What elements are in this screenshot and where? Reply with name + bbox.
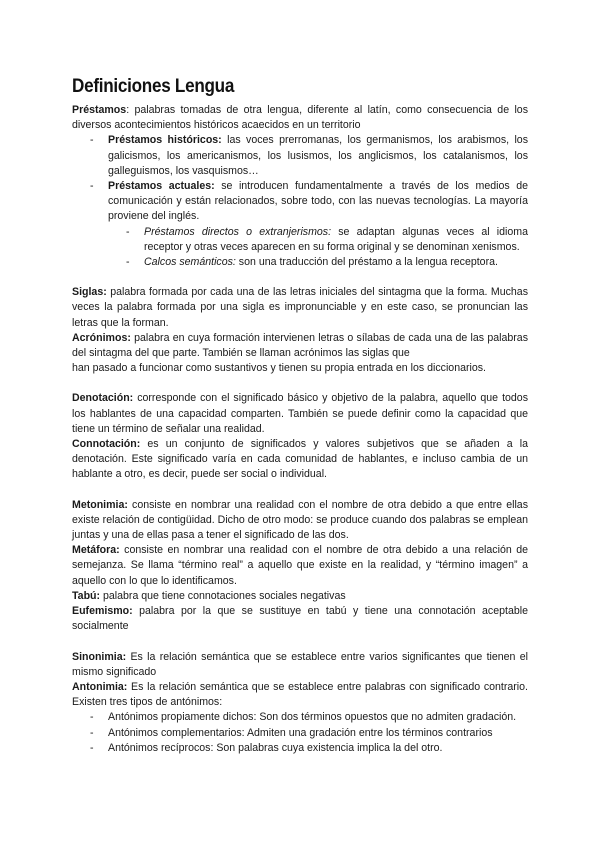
- definition-connotacion: es un conjunto de significados y valores subjetivos que se añaden a la denotación. Este significado varía en cada comunidad de hablantes, e incluso cambia de un hablante a otro, es decir, puede ser social o individual.: [72, 438, 528, 481]
- term-tabu: Tabú:: [72, 589, 101, 602]
- paragraph-sinonimia: [72, 650, 528, 680]
- definition-metonimia: consiste en nombrar una realidad con el nombre de otra debido a que entre ellas existe relación de contigüidad. Dicho de otro modo: se produce cuando dos palabras se emplean juntas y una de ellas pasa a tener el significado de las dos.: [72, 498, 528, 542]
- definition-calcos: son una traducción del préstamo a la lengua receptora.: [235, 256, 498, 269]
- prestamos-list: [72, 133, 528, 270]
- definition-siglas: palabra formada por cada una de las letras iniciales del sintagma que la forma. Muchas veces la palabra formada por una sigla es impronunciable y en este caso, se pronuncian las letras que la forman.: [72, 286, 528, 329]
- paragraph-metafora: [72, 543, 528, 589]
- list-item: - Antónimos recíprocos: Son palabras cuya existencia implica la del otro.: [108, 741, 528, 756]
- term-prestamos: Préstamos: [72, 104, 127, 116]
- definition-prestamos: : palabras tomadas de otra lengua, diferente al latín, como consecuencia de los diversos acontecimientos históricos acaecidos en un territorio: [72, 104, 528, 132]
- term-connotacion: Connotación:: [72, 438, 141, 451]
- paragraph-antonimia: [72, 680, 528, 710]
- term-prestamos-historicos: Préstamos históricos:: [108, 134, 222, 147]
- definition-acronimos-continued: han pasado a funcionar como sustantivos y tienen su propia entrada en los diccionarios.: [72, 362, 486, 375]
- list-item: [108, 133, 528, 179]
- definition-eufemismo: palabra por la que se sustituye en tabú y tiene una connotación aceptable socialmente: [72, 605, 528, 633]
- term-extranjerismos: Préstamos directos o extranjerismos:: [144, 225, 332, 238]
- term-siglas: Siglas:: [72, 286, 107, 299]
- paragraph-prestamos: [72, 103, 528, 133]
- paragraph-eufemismo: [72, 604, 528, 634]
- definition-antonimia: Es la relación semántica que se establece entre palabras con significado contrario. Existen tres tipos de antónimos:: [72, 680, 528, 709]
- definition-acronimos: palabra en cuya formación intervienen letras o sílabas de cada una de las palabras del sintagma del que parte. También se llaman acrónimos las siglas que: [72, 331, 528, 360]
- definition-tabu: palabra que tiene connotaciones sociales negativas: [100, 589, 346, 602]
- paragraph-tabu: [72, 589, 528, 604]
- paragraph-connotacion: [72, 437, 528, 483]
- spacer: [72, 270, 528, 285]
- term-calcos: Calcos semánticos:: [144, 256, 236, 269]
- definition-prestamos-actuales: se introducen fundamentalmente a través de los medios de comunicación y están relacionados, sobre todo, con las nuevas tecnologías. La mayoría proviene del inglés.: [108, 180, 528, 223]
- definition-metafora: consiste en nombrar una realidad con el nombre de otra debido a una relación de semejanza. Se llama “término real” a aquello que existe en la realidad, y “término imagen” a aquello con lo que lo identificamos.: [72, 544, 528, 587]
- list-item: [144, 225, 528, 255]
- term-eufemismo: Eufemismo:: [72, 605, 133, 618]
- definition-sinonimia: Es la relación semántica que se establece entre varios significantes que tienen el mismo significado: [72, 650, 528, 678]
- term-acronimos: Acrónimos:: [72, 331, 131, 344]
- spacer: [72, 376, 528, 391]
- antonimos-list: [72, 710, 528, 756]
- definition-extranjerismos: se adaptan algunas veces al idioma receptor y otras veces aparecen en su forma original y se denominan xenismos.: [144, 225, 528, 253]
- spacer: [72, 483, 528, 498]
- term-sinonimia: Sinonimia:: [72, 650, 127, 663]
- term-metafora: Metáfora:: [72, 544, 120, 557]
- term-prestamos-actuales: Préstamos actuales:: [108, 180, 215, 193]
- page-title: Definiciones Lengua: [72, 76, 235, 97]
- paragraph-siglas: [72, 285, 528, 331]
- definition-prestamos-historicos: las voces prerromanas, los germanismos, los arabismos, los galicismos, los americanismos, los lusismos, los anglicismos, los catalanismos, los galleguismos, los vasquismos…: [108, 134, 528, 177]
- term-antonimia: Antonimia:: [72, 680, 128, 693]
- list-item: - Antónimos propiamente dichos: Son dos términos opuestos que no admiten gradación.: [108, 710, 528, 725]
- term-denotacion: Denotación:: [72, 392, 134, 405]
- paragraph-metonimia: [72, 498, 528, 544]
- definition-denotacion: corresponde con el significado básico y objetivo de la palabra, aquello que todos los hablantes de una capacidad comparten. También se puede definir como la capacidad que tiene un término de señalar una realidad.: [72, 392, 528, 435]
- spacer: [72, 635, 528, 650]
- list-item: [108, 179, 528, 270]
- paragraph-acronimos: [72, 331, 528, 377]
- paragraph-denotacion: [72, 391, 528, 437]
- list-item: [144, 255, 528, 270]
- list-item: - Antónimos complementarios: Admiten una gradación entre los términos contrarios: [108, 726, 528, 741]
- prestamos-actuales-sublist: [108, 225, 528, 271]
- term-metonimia: Metonimia:: [72, 498, 128, 511]
